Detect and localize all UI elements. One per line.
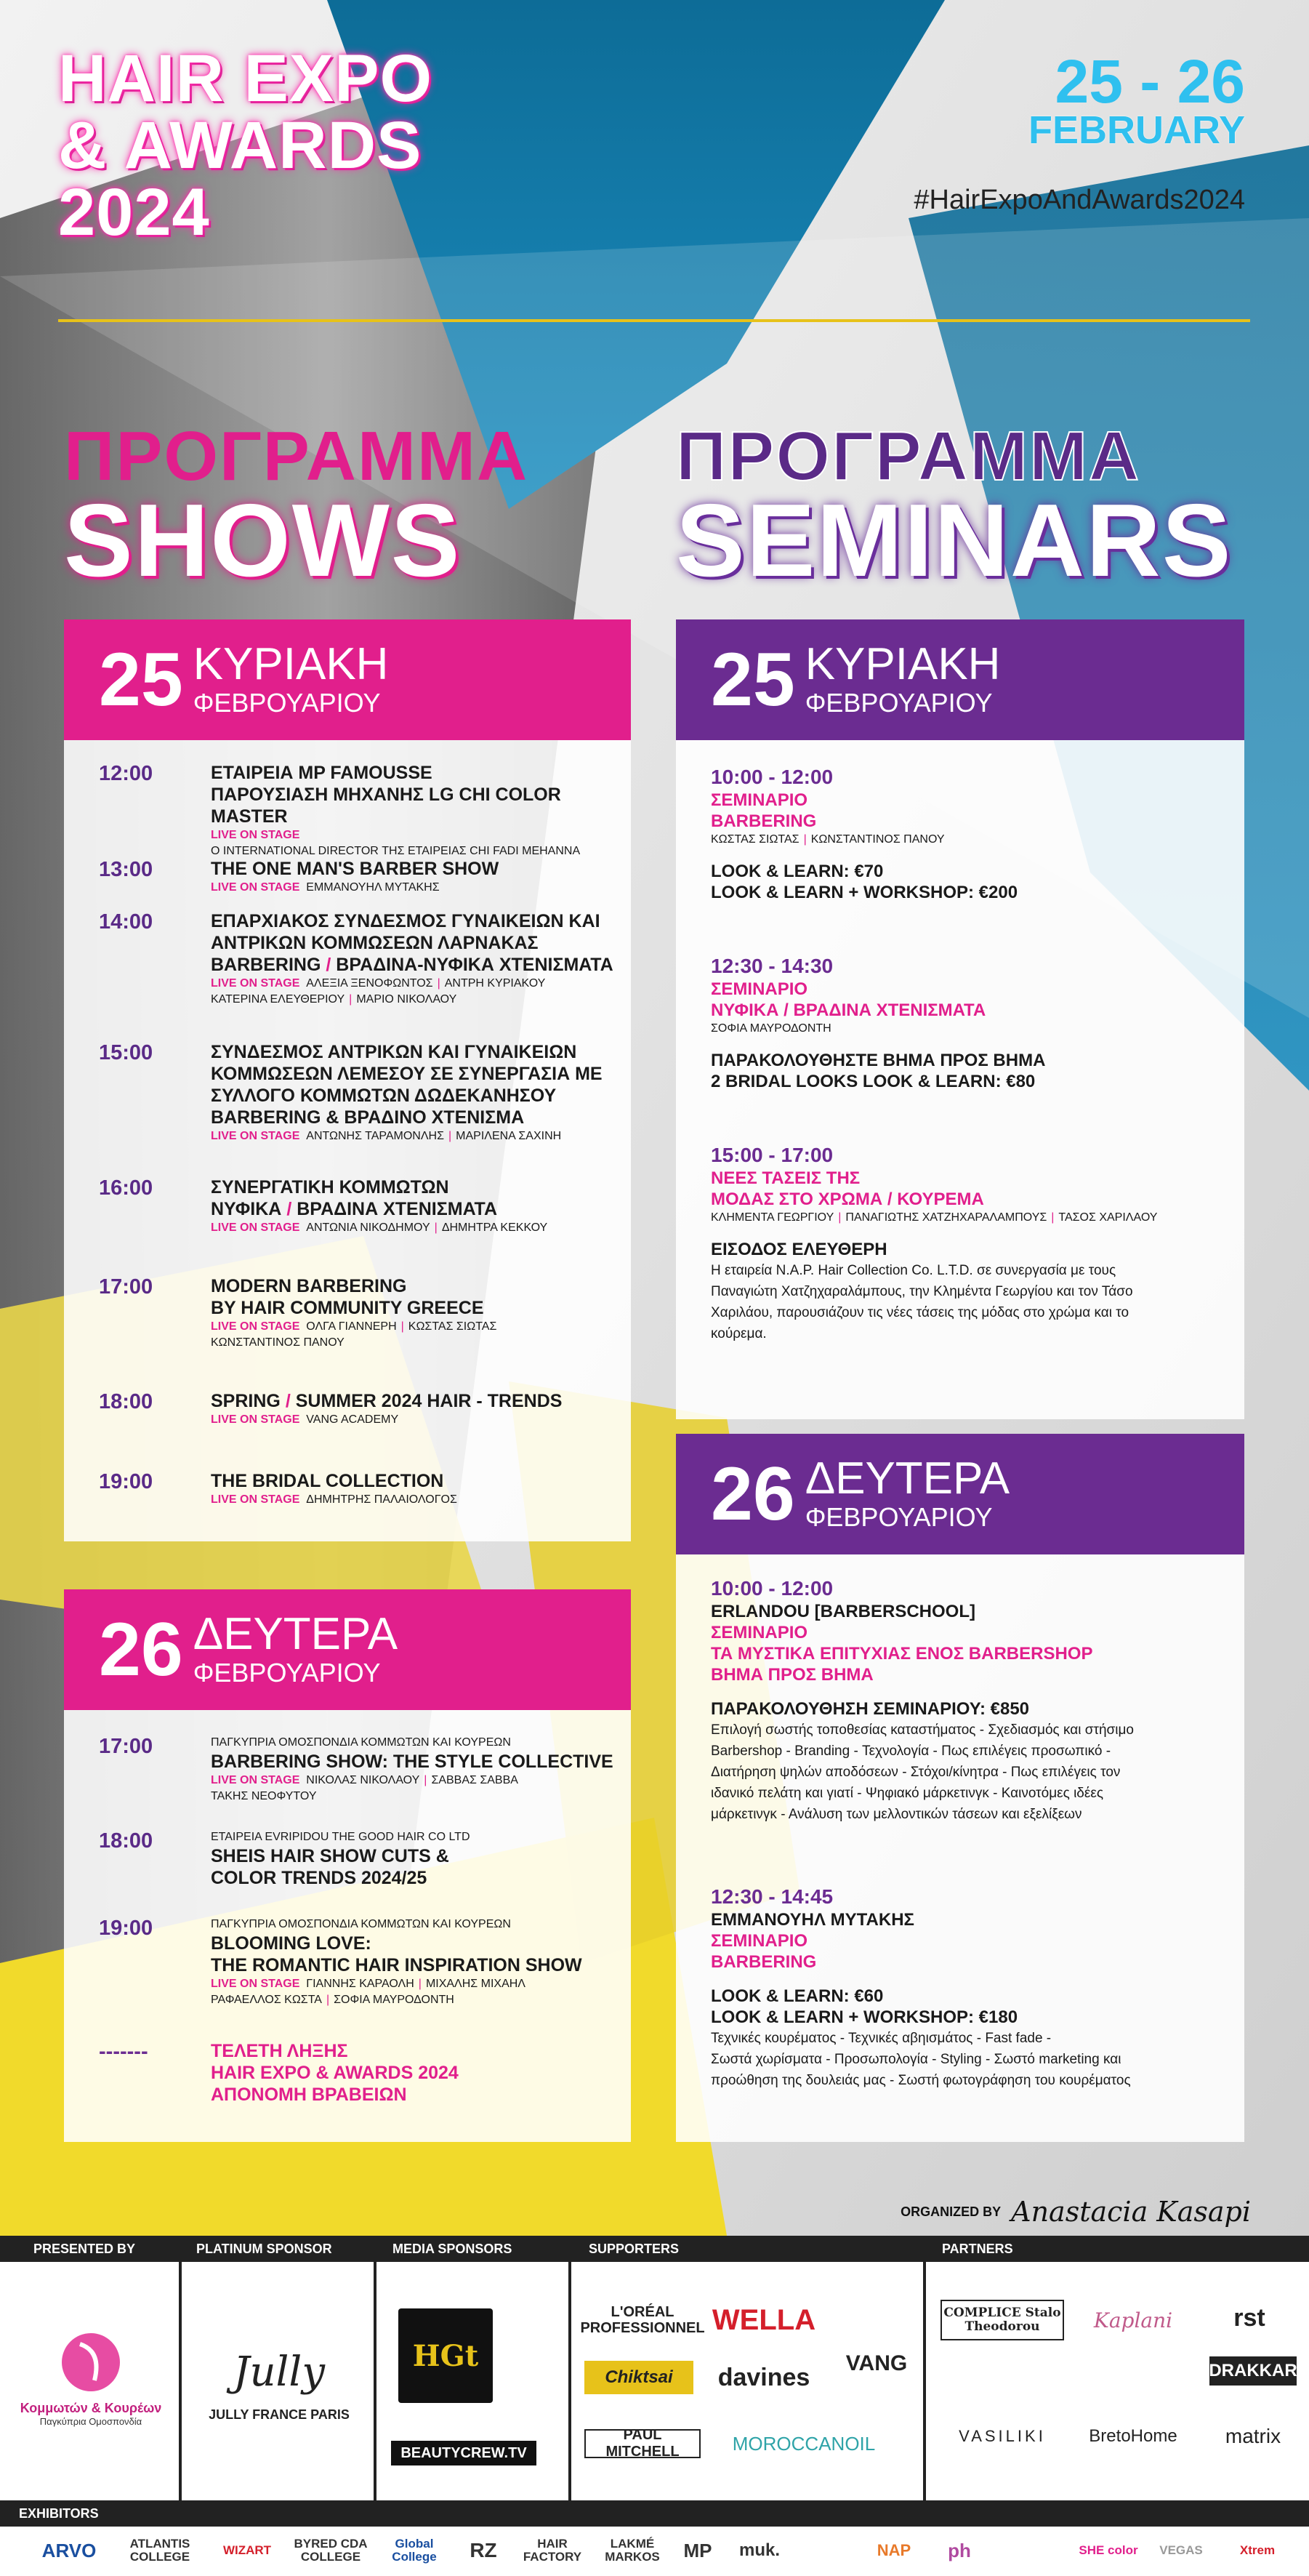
seminars-heading-word: ΠΡΟΓΡΑΜΜΑ xyxy=(676,417,1141,495)
media-cell xyxy=(376,2262,571,2500)
supporters-cell xyxy=(571,2262,926,2500)
event-time: 12:00 xyxy=(99,762,153,785)
separator: | xyxy=(448,1130,452,1142)
event-line: ΣΥΝΕΡΓΑΤΙΚΗ ΚΟΜΜΩΤΩΝ xyxy=(211,1177,449,1197)
organized-by xyxy=(901,2196,1251,2228)
exhibitor-logo: LAKMÉ MARKOS xyxy=(605,2537,660,2564)
event-presenter: ΑΛΕΞΙΑ ΞΕΝΟΦΩΝΤΟΣ xyxy=(306,977,433,990)
day-month: ΦΕΒΡΟΥΑΡΙΟΥ xyxy=(193,688,381,718)
seminars-day2-panel xyxy=(676,1434,1244,2142)
title-line: 2024 xyxy=(58,175,210,249)
beautycrew-logo: BEAUTYCREW.TV xyxy=(391,2441,536,2465)
separator: | xyxy=(400,1320,404,1333)
event-line: THE BRIDAL COLLECTION xyxy=(211,1471,444,1491)
seminar xyxy=(711,1576,1215,1825)
day-month: ΦΕΒΡΟΥΑΡΙΟΥ xyxy=(805,688,993,718)
event-line: BARBERING xyxy=(211,955,321,975)
seminar-presenter: ΚΩΣΤΑΣ ΣΙΩΤΑΣ xyxy=(711,833,800,846)
federation-icon xyxy=(58,2330,124,2395)
presented-by-label: PRESENTED BY xyxy=(33,2241,136,2256)
event-presenter: ΔΗΜΗΤΡΗΣ ΠΑΛΑΙΟΛΟΓΟΣ xyxy=(306,1493,457,1506)
event-presenter: ΤΑΚΗΣ ΝΕΟΦΥΤΟΥ xyxy=(211,1790,317,1802)
seminar xyxy=(711,954,1215,1092)
event-time: 19:00 xyxy=(99,1470,153,1493)
day-number: 25 xyxy=(711,638,795,722)
wella-logo: WELLA xyxy=(712,2303,816,2336)
day-weekday: ΔΕΥΤΕΡΑ xyxy=(193,1609,398,1659)
seminars-heading-big: SEMINARS xyxy=(676,483,1233,598)
seminar-price: 2 BRIDAL LOOKS LOOK & LEARN: €80 xyxy=(711,1072,1036,1091)
seminar-price: LOOK & LEARN: €60 xyxy=(711,1986,884,2006)
seminar-price: LOOK & LEARN + WORKSHOP: €200 xyxy=(711,883,1018,902)
event-time: ------- xyxy=(99,2040,148,2063)
live-on-stage: LIVE ON STAGE xyxy=(211,881,300,894)
exhibitor-logo: HAIR FACTORY xyxy=(523,2537,582,2564)
moroccanoil-logo: MOROCCANOIL xyxy=(732,2432,876,2455)
event-line: BLOOMING LOVE: xyxy=(211,1933,371,1954)
exhibitor-logo: BYRED CDA COLLEGE xyxy=(294,2537,368,2564)
presented-logo xyxy=(15,2306,167,2451)
exhibitor-logo: RZ xyxy=(470,2539,497,2561)
seminar-price: ΠΑΡΑΚΟΛΟΥΘΗΣΗ ΣΕΜΙΝΑΡΙΟΥ: €850 xyxy=(711,1699,1030,1719)
event-title xyxy=(58,41,433,249)
event-presenter: ΣΑΒΒΑΣ ΣΑΒΒΑ xyxy=(431,1774,518,1786)
seminar xyxy=(711,765,1215,903)
media-label: MEDIA SPONSORS xyxy=(392,2241,512,2256)
seminar-line: ΣΕΜΙΝΑΡΙΟ xyxy=(711,790,808,810)
event-line: THE ROMANTIC HAIR INSPIRATION SHOW xyxy=(211,1955,582,1975)
exhibitor-logo: ATLANTIS COLLEGE xyxy=(129,2537,190,2564)
kaplani-logo: Kaplani xyxy=(1093,2308,1173,2332)
seminar-desc: Barbershop - Branding - Τεχνολογία - Πως επιλέγεις προσωπικό - xyxy=(711,1744,1111,1759)
event-presenter: Ο INTERNATIONAL DIRECTOR ΤΗΣ ΕΤΑΙΡΕΙΑΣ CHI FADI MEHANNA xyxy=(211,845,581,857)
day-weekday: ΔΕΥΤΕΡΑ xyxy=(805,1453,1010,1504)
event-presenter: ΚΩΣΤΑΣ ΣΙΩΤΑΣ xyxy=(408,1320,497,1333)
complice-logo: COMPLICE Stalo Theodorou xyxy=(941,2300,1064,2340)
organized-label: ORGANIZED BY xyxy=(901,2204,1002,2219)
event-presenter: ΑΝΤΡΗ ΚΥΡΙΑΚΟΥ xyxy=(444,977,546,990)
seminar-entry: ΕΙΣΟΔΟΣ ΕΛΕΥΘΕΡΗ xyxy=(711,1240,887,1259)
seminar-organizer: ΕΜΜΑΝΟΥΗΛ ΜΥΤΑΚΗΣ xyxy=(711,1910,914,1930)
chiktsai-logo: Chiktsai xyxy=(584,2361,693,2394)
live-on-stage: LIVE ON STAGE xyxy=(211,829,300,841)
event-presenter: ΑΝΤΩΝΙΑ ΝΙΚΟΔΗΜΟΥ xyxy=(306,1221,430,1234)
seminar-line: ΝΥΦΙΚΑ / ΒΡΑΔΙΝΑ ΧΤΕΝΙΣΜΑΤΑ xyxy=(711,1000,986,1020)
event-time: 17:00 xyxy=(99,1735,153,1758)
seminar-line: ΣΕΜΙΝΑΡΙΟ xyxy=(711,979,808,999)
exhibitor-logo: ph xyxy=(948,2540,971,2561)
event-presenter: ΔΗΜΗΤΡΑ ΚΕΚΚΟΥ xyxy=(441,1221,548,1234)
partners-label: PARTNERS xyxy=(942,2241,1013,2256)
seminar-time: 12:30 - 14:45 xyxy=(711,1885,834,1908)
seminar-line: ΝΕΕΣ ΤΑΣΕΙΣ ΤΗΣ xyxy=(711,1168,861,1188)
dates-month: FEBRUARY xyxy=(1028,108,1245,152)
partners-cell xyxy=(926,2262,1309,2500)
event-line: ΝΥΦΙΚΑ xyxy=(211,1199,282,1219)
event-presenter: ΜΑΡΙΛΕΝΑ ΣΑΧΙΝΗ xyxy=(456,1130,562,1142)
event-dates xyxy=(1028,47,1245,152)
seminar-desc: Επιλογή σωστής τοποθεσίας καταστήματος - Σχεδιασμός και στήσιμο xyxy=(711,1722,1134,1738)
exhibitor-logo: Xtrem xyxy=(1239,2543,1276,2557)
seminar-line: ΤΑ ΜΥΣΤΙΚΑ ΕΠΙΤΥΧΙΑΣ ΕΝΟΣ BARBERSHOP xyxy=(711,1644,1093,1664)
exhibitors-bar xyxy=(0,2500,1309,2527)
seminar-line: ΣΕΜΙΝΑΡΙΟ xyxy=(711,1931,808,1951)
separator: | xyxy=(349,993,353,1006)
presented-name: Κομμωτών & Κουρέων xyxy=(20,2401,162,2415)
matrix-logo: matrix xyxy=(1225,2425,1281,2447)
event-presenter: ΑΝΤΩΝΗΣ ΤΑΡΑΜΟΝΛΗΣ xyxy=(306,1130,444,1142)
rst-logo: rst xyxy=(1233,2303,1265,2332)
exhibitors-label: EXHIBITORS xyxy=(19,2505,99,2521)
seminar-price: LOOK & LEARN: €70 xyxy=(711,862,884,881)
event-line: THE ONE MAN'S BARBER SHOW xyxy=(211,859,499,879)
separator: | xyxy=(838,1211,842,1224)
exhibitor-logo: NAP xyxy=(877,2541,911,2559)
sponsors-footer xyxy=(0,2236,1309,2576)
seminar-desc: Τεχνικές κουρέματος - Τεχνικές αβηισμάτος - Fast fade - xyxy=(711,2031,1052,2046)
event-presenter: ΜΑΡΙΟ ΝΙΚΟΛΑΟΥ xyxy=(356,993,457,1006)
seminar-desc: προώθηση της δουλειάς μας - Σωστή φωτογράφηση του κουρέματος xyxy=(711,2073,1131,2088)
exhibitor-logo: muk. xyxy=(738,2540,780,2560)
shows-day2-header xyxy=(64,1589,631,1710)
seminars-heading xyxy=(676,417,1233,598)
seminar-desc: μάρκετινγκ - Ανάλυση των μελλοντικών τάσεων και εξελίξεων xyxy=(711,1807,1082,1822)
event-line: ΕΠΑΡΧΙΑΚΟΣ ΣΥΝΔΕΣΜΟΣ ΓΥΝΑΙΚΕΙΩΝ ΚΑΙ xyxy=(211,911,600,931)
exhibitor-logo: ARVO xyxy=(41,2540,97,2561)
seminar-price: LOOK & LEARN + WORKSHOP: €180 xyxy=(711,2007,1018,2027)
event-presenter: ΜΙΧΑΛΗΣ ΜΙΧΑΗΛ xyxy=(425,1978,525,1990)
exhibitor-logo: MP xyxy=(683,2540,712,2561)
supporters-label: SUPPORTERS xyxy=(589,2241,680,2256)
event-time: 17:00 xyxy=(99,1275,153,1299)
exhibitor-logo: VEGAS xyxy=(1159,2543,1203,2557)
jully-mark: Jully xyxy=(233,2348,325,2396)
live-on-stage: LIVE ON STAGE xyxy=(211,977,300,990)
live-on-stage: LIVE ON STAGE xyxy=(211,1320,300,1333)
platinum-label: PLATINUM SPONSOR xyxy=(196,2241,332,2256)
day-month: ΦΕΒΡΟΥΑΡΙΟΥ xyxy=(193,1658,381,1688)
event-line: ΒΡΑΔΙΝΑ ΧΤΕΝΙΣΜΑΤΑ xyxy=(297,1199,498,1219)
event-time: 18:00 xyxy=(99,1829,153,1853)
seminar-presenter: ΚΛΗΜΕΝΤΑ ΓΕΩΡΓΙΟΥ xyxy=(711,1211,834,1224)
shows-heading-word: ΠΡΟΓΡΑΜΜΑ xyxy=(64,417,529,495)
exhibitor-logo: WIZART xyxy=(222,2543,272,2557)
event-presenter: ΣΟΦΙΑ ΜΑΥΡΟΔΟΝΤΗ xyxy=(334,1994,454,2006)
event-time: 19:00 xyxy=(99,1917,153,1940)
event-line: SPRING xyxy=(211,1391,281,1411)
live-on-stage: LIVE ON STAGE xyxy=(211,1413,300,1426)
event-time: 14:00 xyxy=(99,910,153,934)
event-presenter: ΕΜΜΑΝΟΥΗΛ ΜΥΤΑΚΗΣ xyxy=(306,881,440,894)
event-line: BARBERING SHOW: THE STYLE COLLECTIVE xyxy=(211,1752,613,1772)
exhibitor-logo: Global College xyxy=(392,2537,437,2564)
seminar-desc: ιδανικό πελάτη και γιατί - Ψηφιακό μάρκετινγκ - Καινοτόμες ιδέες xyxy=(711,1786,1103,1801)
presented-sub: Παγκύπρια Ομοσπονδία xyxy=(39,2416,142,2427)
seminar-price: ΠΑΡΑΚΟΛΟΥΘΗΣΤΕ ΒΗΜΑ ΠΡΟΣ ΒΗΜΑ xyxy=(711,1051,1046,1070)
seminar-time: 10:00 - 12:00 xyxy=(711,1577,834,1600)
separator: | xyxy=(437,977,440,990)
event-presenter: ΚΩΝΣΤΑΝΤΙΝΟΣ ΠΑΝΟΥ xyxy=(211,1336,345,1349)
event-line: ΕΤΑΙΡΕΙΑ MP FAMOUSSE xyxy=(211,763,432,783)
event-presenter: ΝΙΚΟΛΑΣ ΝΙΚΟΛΑΟΥ xyxy=(306,1774,420,1786)
shows-heading-big: SHOWS xyxy=(64,483,462,598)
seminar xyxy=(711,1885,1215,2091)
jully-logo xyxy=(196,2313,362,2458)
event-presenter: ΚΑΤΕΡΙΝΑ ΕΛΕΥΘΕΡΙΟΥ xyxy=(211,993,345,1006)
seminar-time: 10:00 - 12:00 xyxy=(711,766,834,788)
seminar-desc: Η εταιρεία N.A.P. Hair Collection Co. L.T.D. σε συνεργασία με τους xyxy=(711,1263,1116,1278)
seminar-presenter: ΚΩΝΣΤΑΝΤΙΝΟΣ ΠΑΝΟΥ xyxy=(810,833,945,846)
vang-logo: VANG xyxy=(845,2351,908,2375)
seminar-line: ΣΕΜΙΝΑΡΙΟ xyxy=(711,1623,808,1642)
presented-cell xyxy=(0,2262,182,2500)
event-line: COLOR TRENDS 2024/25 xyxy=(211,1868,427,1888)
vasiliki-logo: VASILIKI xyxy=(959,2427,1046,2445)
organizer-signature: Anastacia Kasapi xyxy=(1011,2196,1251,2228)
day-weekday: ΚΥΡΙΑΚΗ xyxy=(193,639,389,689)
seminars-day1-panel xyxy=(676,619,1244,1419)
event-line: SHEIS HAIR SHOW CUTS & xyxy=(211,1846,449,1866)
slash: / xyxy=(286,1199,292,1219)
event-line: BARBERING & ΒΡΑΔΙΝΟ ΧΤΕΝΙΣΜΑ xyxy=(211,1107,525,1128)
day-number: 26 xyxy=(711,1452,795,1536)
hashtag: #HairExpoAndAwards2024 xyxy=(914,185,1245,215)
shows-day1-header xyxy=(64,619,631,740)
event-line: ΤΕΛΕΤΗ ΛΗΞΗΣ xyxy=(211,2041,348,2061)
shows-heading xyxy=(64,417,529,598)
separator: | xyxy=(326,1994,330,2006)
event-line: ΒΡΑΔΙΝΑ-ΝΥΦΙΚΑ ΧΤΕΝΙΣΜΑΤΑ xyxy=(336,955,613,975)
seminar-desc: Παναγιώτη Χατζηχαραλάμπους, την Κλημέντα Γεωργίου και τον Τάσο xyxy=(711,1284,1133,1299)
seminar-desc: Σωστά χωρίσματα - Προσωπολογία - Styling - Σωστό marketing και xyxy=(711,2052,1121,2067)
event-presenter: ΟΛΓΑ ΓΙΑΝΝΕΡΗ xyxy=(306,1320,397,1333)
event-line: SUMMER 2024 HAIR - TRENDS xyxy=(295,1391,563,1411)
event-time: 18:00 xyxy=(99,1390,153,1413)
separator: | xyxy=(424,1774,427,1786)
divider-line xyxy=(58,319,1250,322)
title-line: HAIR EXPO xyxy=(58,41,433,116)
live-on-stage: LIVE ON STAGE xyxy=(211,1221,300,1234)
seminar-desc: κούρεμα. xyxy=(711,1326,767,1341)
drakkar-logo: DRAKKAR xyxy=(1209,2356,1297,2386)
separator: | xyxy=(803,833,807,846)
seminar-presenter: ΠΑΝΑΓΙΩΤΗΣ ΧΑΤΖΗΧΑΡΑΛΑΜΠΟΥΣ xyxy=(845,1211,1047,1224)
event-time: 15:00 xyxy=(99,1041,153,1064)
event-line: ΚΟΜΜΩΣΕΩΝ ΛΕΜΕΣΟΥ ΣΕ ΣΥΝΕΡΓΑΣΙΑ ΜΕ xyxy=(211,1064,603,1084)
shows-day2-panel xyxy=(64,1589,631,2142)
seminar xyxy=(711,1143,1215,1344)
live-on-stage: LIVE ON STAGE xyxy=(211,1978,300,1990)
platinum-cell xyxy=(182,2262,376,2500)
loreal-logo: L'ORÉAL PROFESSIONNEL xyxy=(580,2304,705,2336)
separator: | xyxy=(434,1221,438,1234)
day-number: 26 xyxy=(99,1608,183,1692)
seminar-presenter: ΤΑΣΟΣ ΧΑΡΙΛΑΟΥ xyxy=(1058,1211,1158,1224)
live-on-stage: LIVE ON STAGE xyxy=(211,1493,300,1506)
event-line: ΣΥΝΔΕΣΜΟΣ ΑΝΤΡΙΚΩΝ ΚΑΙ ΓΥΝΑΙΚΕΙΩΝ xyxy=(211,1042,577,1062)
davines-logo: davines xyxy=(717,2363,810,2391)
seminar-time: 12:30 - 14:30 xyxy=(711,955,834,977)
seminar-time: 15:00 - 17:00 xyxy=(711,1144,834,1166)
day-number: 25 xyxy=(99,638,183,722)
event-time: 16:00 xyxy=(99,1176,153,1200)
seminar-desc: Διατήρηση ψηλών αποδόσεων - Στόχοι/κίνητρα - Πως επιλέγεις τον xyxy=(711,1765,1121,1780)
event-organizer: ΠΑΓΚΥΠΡΙΑ ΟΜΟΣΠΟΝΔΙΑ ΚΟΜΜΩΤΩΝ ΚΑΙ ΚΟΥΡΕΩΝ xyxy=(211,1918,511,1930)
hgt-logo: HGt xyxy=(398,2308,493,2403)
jully-sub: JULLY FRANCE PARIS xyxy=(209,2407,350,2422)
bretohome-logo: BretoHome xyxy=(1089,2426,1177,2446)
exhibitor-logo: SHE color xyxy=(1079,2543,1138,2557)
event-line: MODERN BARBERING xyxy=(211,1276,407,1296)
seminar-line: ΜΟΔΑΣ ΣΤΟ ΧΡΩΜΑ / ΚΟΥΡΕΜΑ xyxy=(711,1189,984,1209)
event-presenter: VANG ACADEMY xyxy=(306,1413,399,1426)
title-line: & AWARDS xyxy=(58,108,422,182)
slash: / xyxy=(285,1391,291,1411)
dates-days: 25 - 26 xyxy=(1055,47,1245,116)
seminar-line: ΒΗΜΑ ΠΡΟΣ ΒΗΜΑ xyxy=(711,1665,874,1685)
slash: / xyxy=(326,955,331,975)
event-organizer: ΠΑΓΚΥΠΡΙΑ ΟΜΟΣΠΟΝΔΙΑ ΚΟΜΜΩΤΩΝ ΚΑΙ ΚΟΥΡΕΩΝ xyxy=(211,1736,511,1749)
event-time: 13:00 xyxy=(99,858,153,881)
seminar-line: BARBERING xyxy=(711,811,817,831)
seminar-organizer: ERLANDOU [BARBERSCHOOL] xyxy=(711,1602,975,1621)
separator: | xyxy=(1051,1211,1055,1224)
seminar-desc: Χαριλάου, παρουσιάζουν τις νέες τάσεις της μόδας στο χρώμα και το xyxy=(711,1305,1129,1320)
event-presenter: ΓΙΑΝΝΗΣ ΚΑΡΑΟΛΗ xyxy=(306,1978,414,1990)
seminar-presenter: ΣΟΦΙΑ ΜΑΥΡΟΔΟΝΤΗ xyxy=(711,1022,831,1035)
sponsor-bar xyxy=(0,2236,1309,2262)
event-line: BY HAIR COMMUNITY GREECE xyxy=(211,1298,484,1318)
seminars-day2-header xyxy=(676,1434,1244,1554)
event-presenter: ΡΑΦΑΕΛΛΟΣ ΚΩΣΤΑ xyxy=(211,1994,322,2006)
day-month: ΦΕΒΡΟΥΑΡΙΟΥ xyxy=(805,1502,993,1532)
event-line: HAIR EXPO & AWARDS 2024 xyxy=(211,2063,459,2083)
shows-day1-panel xyxy=(64,619,631,1541)
day-weekday: ΚΥΡΙΑΚΗ xyxy=(805,639,1001,689)
live-on-stage: LIVE ON STAGE xyxy=(211,1130,300,1142)
event-line: ΣΥΛΛΟΓΟ ΚΟΜΜΩΤΩΝ ΔΩΔΕΚΑΝΗΣΟΥ xyxy=(211,1086,557,1106)
event-organizer: ΕΤΑΙΡΕΙΑ EVRIPIDOU THE GOOD HAIR CO LTD xyxy=(211,1831,470,1843)
paul-mitchell-logo: PAUL MITCHELL xyxy=(584,2429,701,2458)
seminars-day1-header xyxy=(676,619,1244,740)
event-line: ΑΝΤΡΙΚΩΝ ΚΟΜΜΩΣΕΩΝ ΛΑΡΝΑΚΑΣ xyxy=(211,933,539,953)
event-line: ΑΠΟΝΟΜΗ ΒΡΑΒΕΙΩΝ xyxy=(211,2085,407,2105)
separator: | xyxy=(418,1978,422,1990)
seminar-line: BARBERING xyxy=(711,1952,817,1972)
live-on-stage: LIVE ON STAGE xyxy=(211,1774,300,1786)
event-line: ΠΑΡΟΥΣΙΑΣΗ ΜΗΧΑΝΗΣ LG CHI COLOR MASTER xyxy=(211,785,561,827)
